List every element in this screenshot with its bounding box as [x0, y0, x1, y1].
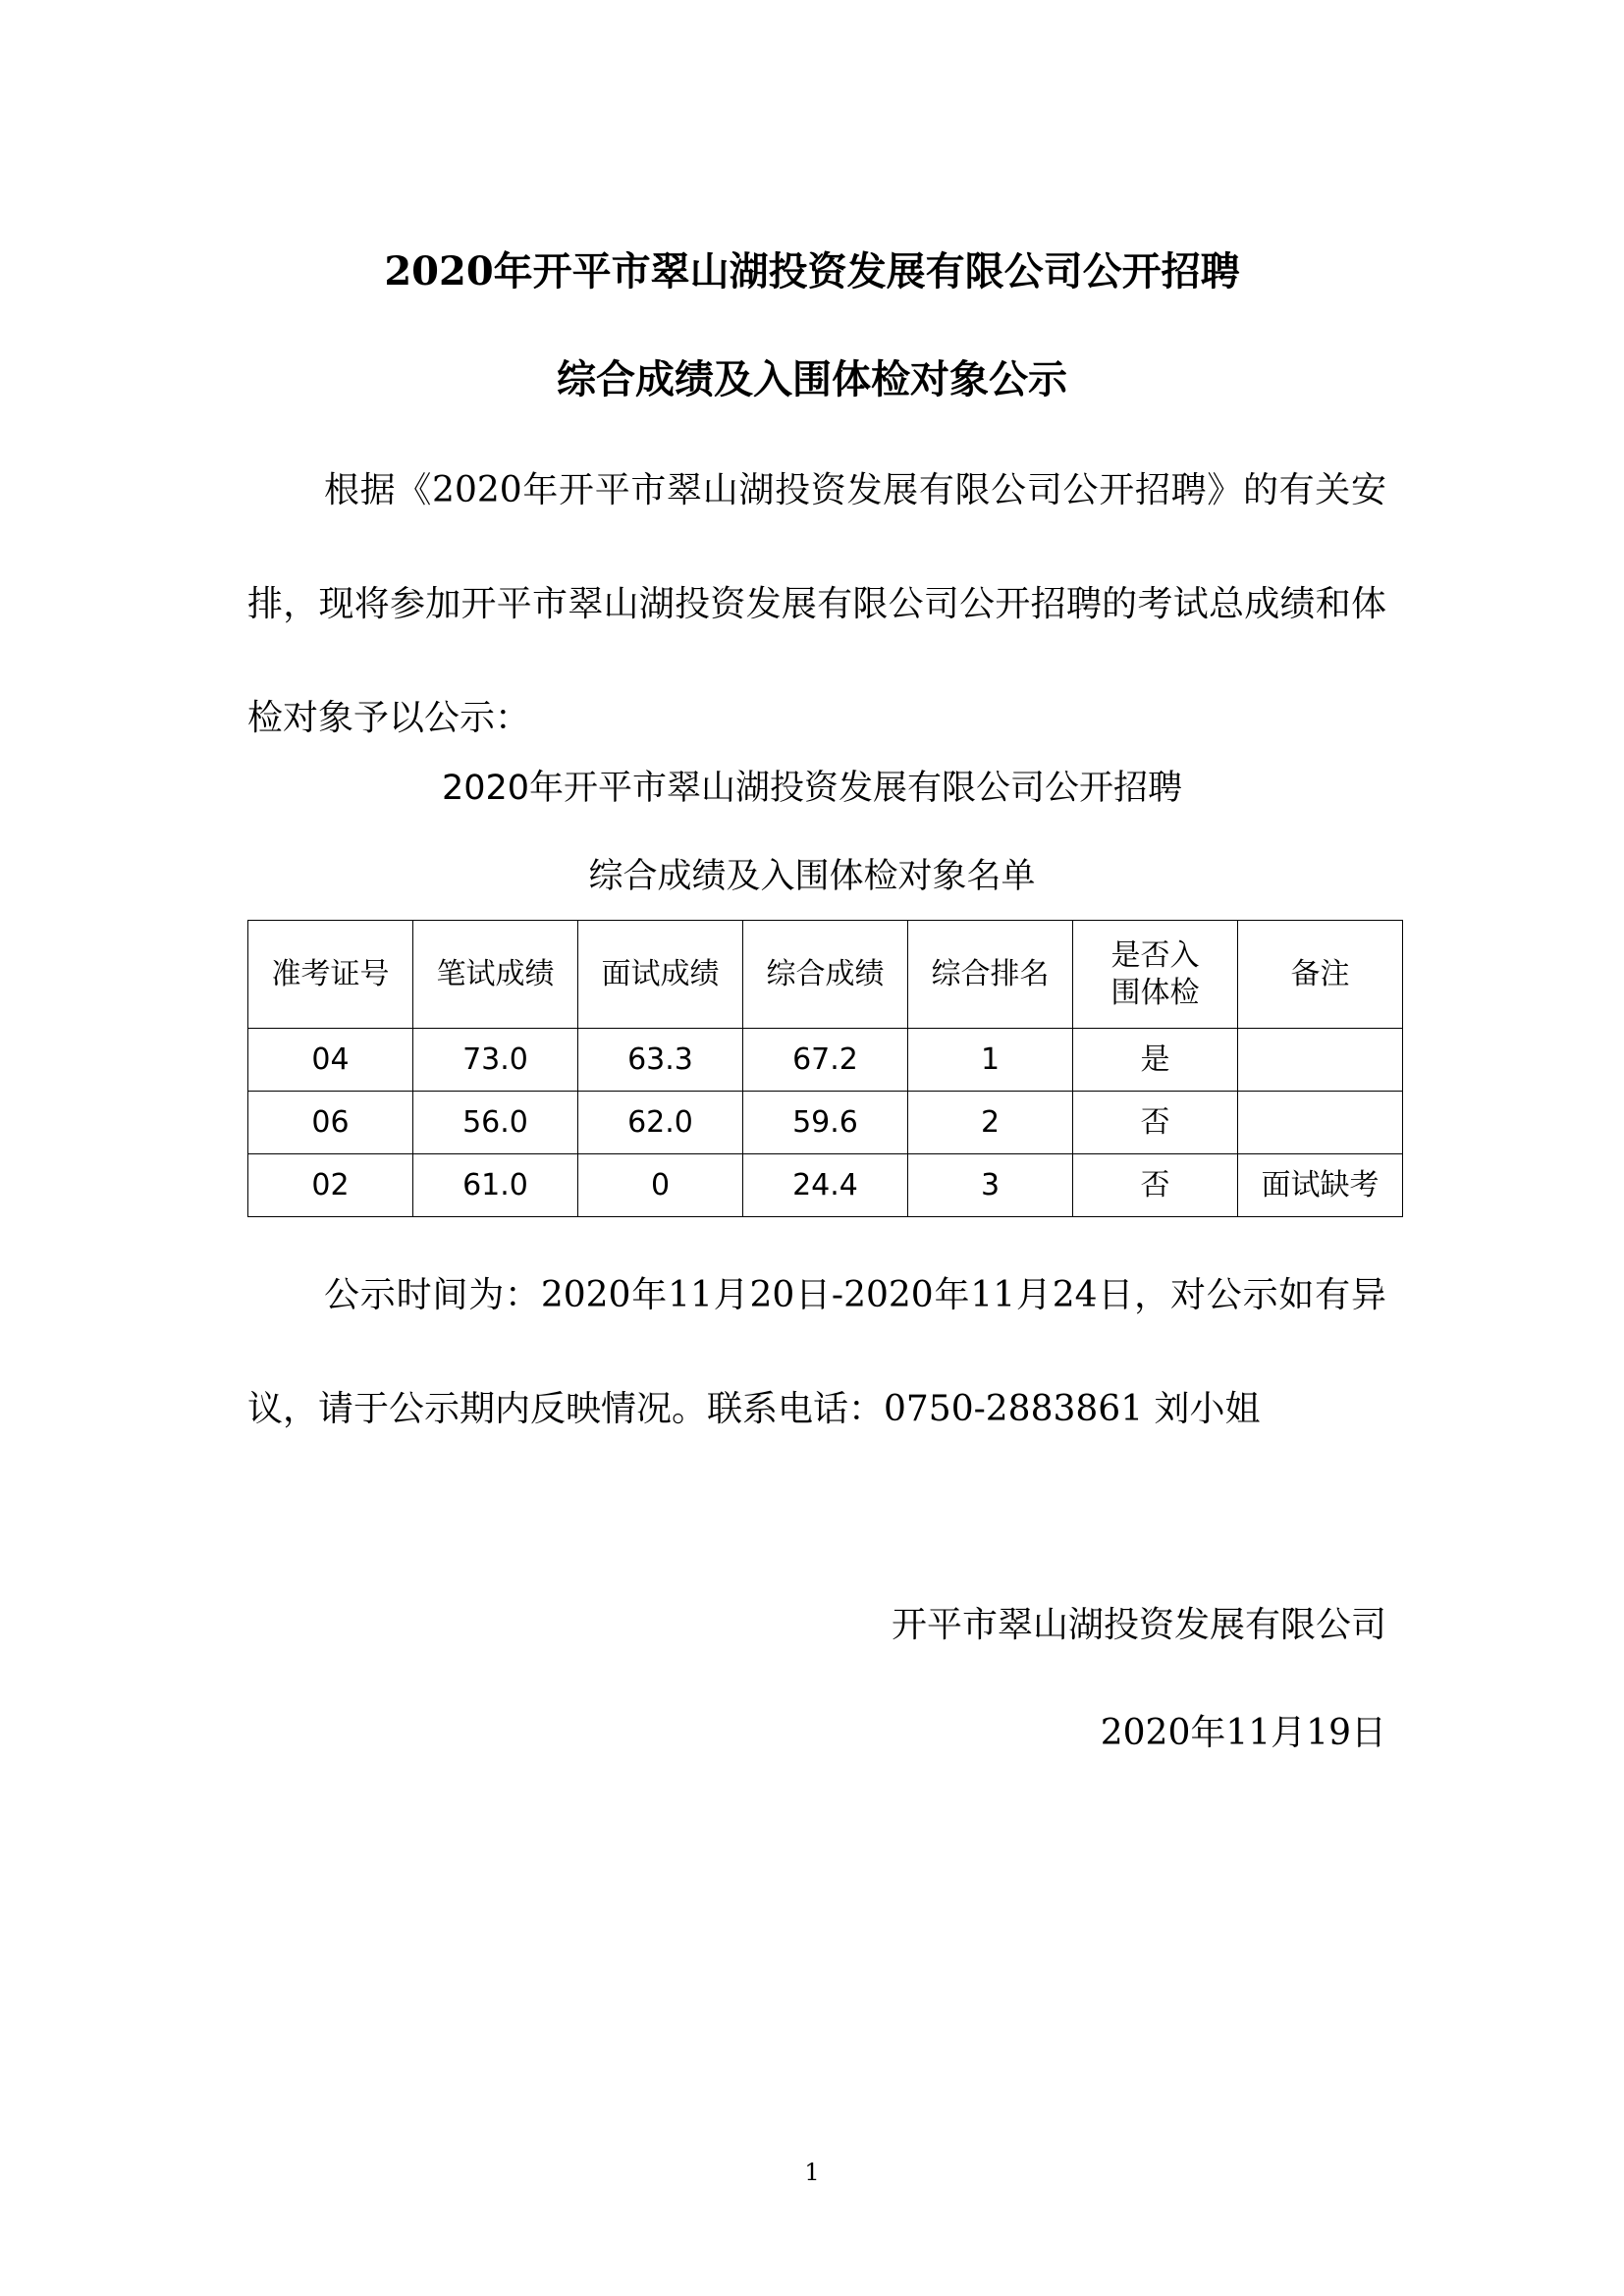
table-row	[248, 1154, 1403, 1217]
cell-exam-number: 06	[248, 1092, 413, 1154]
table-row	[248, 1029, 1403, 1092]
cell-exam-number: 02	[248, 1154, 413, 1217]
cell-interview-score: 62.0	[578, 1092, 743, 1154]
cell-total-score: 59.6	[743, 1092, 908, 1154]
signature-organization: 开平市翠山湖投资发展有限公司	[891, 1605, 1386, 1645]
document-title-line1: 2020年开平市翠山湖投资发展有限公司公开招聘	[384, 248, 1240, 294]
cell-rank: 2	[908, 1092, 1073, 1154]
cell-interview-score: 63.3	[578, 1029, 743, 1092]
header-written-score: 笔试成绩	[413, 921, 578, 1029]
cell-medical-check: 是	[1073, 1029, 1238, 1092]
notice-paragraph: 公示时间为：2020年11月20日-2020年11月24日，对公示如有异议，请于公示期内反映情况。联系电话：0750-2883861 刘小姐	[247, 1275, 1386, 1429]
table-title-line2: 综合成绩及入围体检对象名单	[588, 857, 1036, 896]
page-number: 1	[804, 2159, 820, 2186]
header-remarks: 备注	[1238, 921, 1403, 1029]
cell-rank: 3	[908, 1154, 1073, 1217]
header-exam-number: 准考证号	[248, 921, 413, 1029]
header-interview-score: 面试成绩	[578, 921, 743, 1029]
cell-written-score: 73.0	[413, 1029, 578, 1092]
cell-interview-score: 0	[578, 1154, 743, 1217]
header-rank: 综合排名	[908, 921, 1073, 1029]
cell-medical-check: 否	[1073, 1154, 1238, 1217]
cell-remarks	[1238, 1029, 1403, 1092]
intro-paragraph: 根据《2020年开平市翠山湖投资发展有限公司公开招聘》的有关安排，现将参加开平市翠山湖投资发展有限公司公开招聘的考试总成绩和体检对象予以公示：	[247, 470, 1386, 738]
table-title-line1: 2020年开平市翠山湖投资发展有限公司公开招聘	[441, 769, 1183, 808]
table-row	[248, 1092, 1403, 1154]
cell-exam-number: 04	[248, 1029, 413, 1092]
signature-date: 2020年11月19日	[1100, 1713, 1386, 1753]
table-header-row	[248, 921, 1403, 1029]
header-medical-check: 是否入围体检	[1073, 921, 1238, 1029]
cell-remarks: 面试缺考	[1238, 1154, 1403, 1217]
header-total-score: 综合成绩	[743, 921, 908, 1029]
cell-total-score: 67.2	[743, 1029, 908, 1092]
cell-rank: 1	[908, 1029, 1073, 1092]
cell-remarks	[1238, 1092, 1403, 1154]
cell-written-score: 56.0	[413, 1092, 578, 1154]
document-title-line2: 综合成绩及入围体检对象公示	[557, 356, 1067, 402]
cell-written-score: 61.0	[413, 1154, 578, 1217]
cell-medical-check: 否	[1073, 1092, 1238, 1154]
cell-total-score: 24.4	[743, 1154, 908, 1217]
results-table	[247, 920, 1403, 1217]
